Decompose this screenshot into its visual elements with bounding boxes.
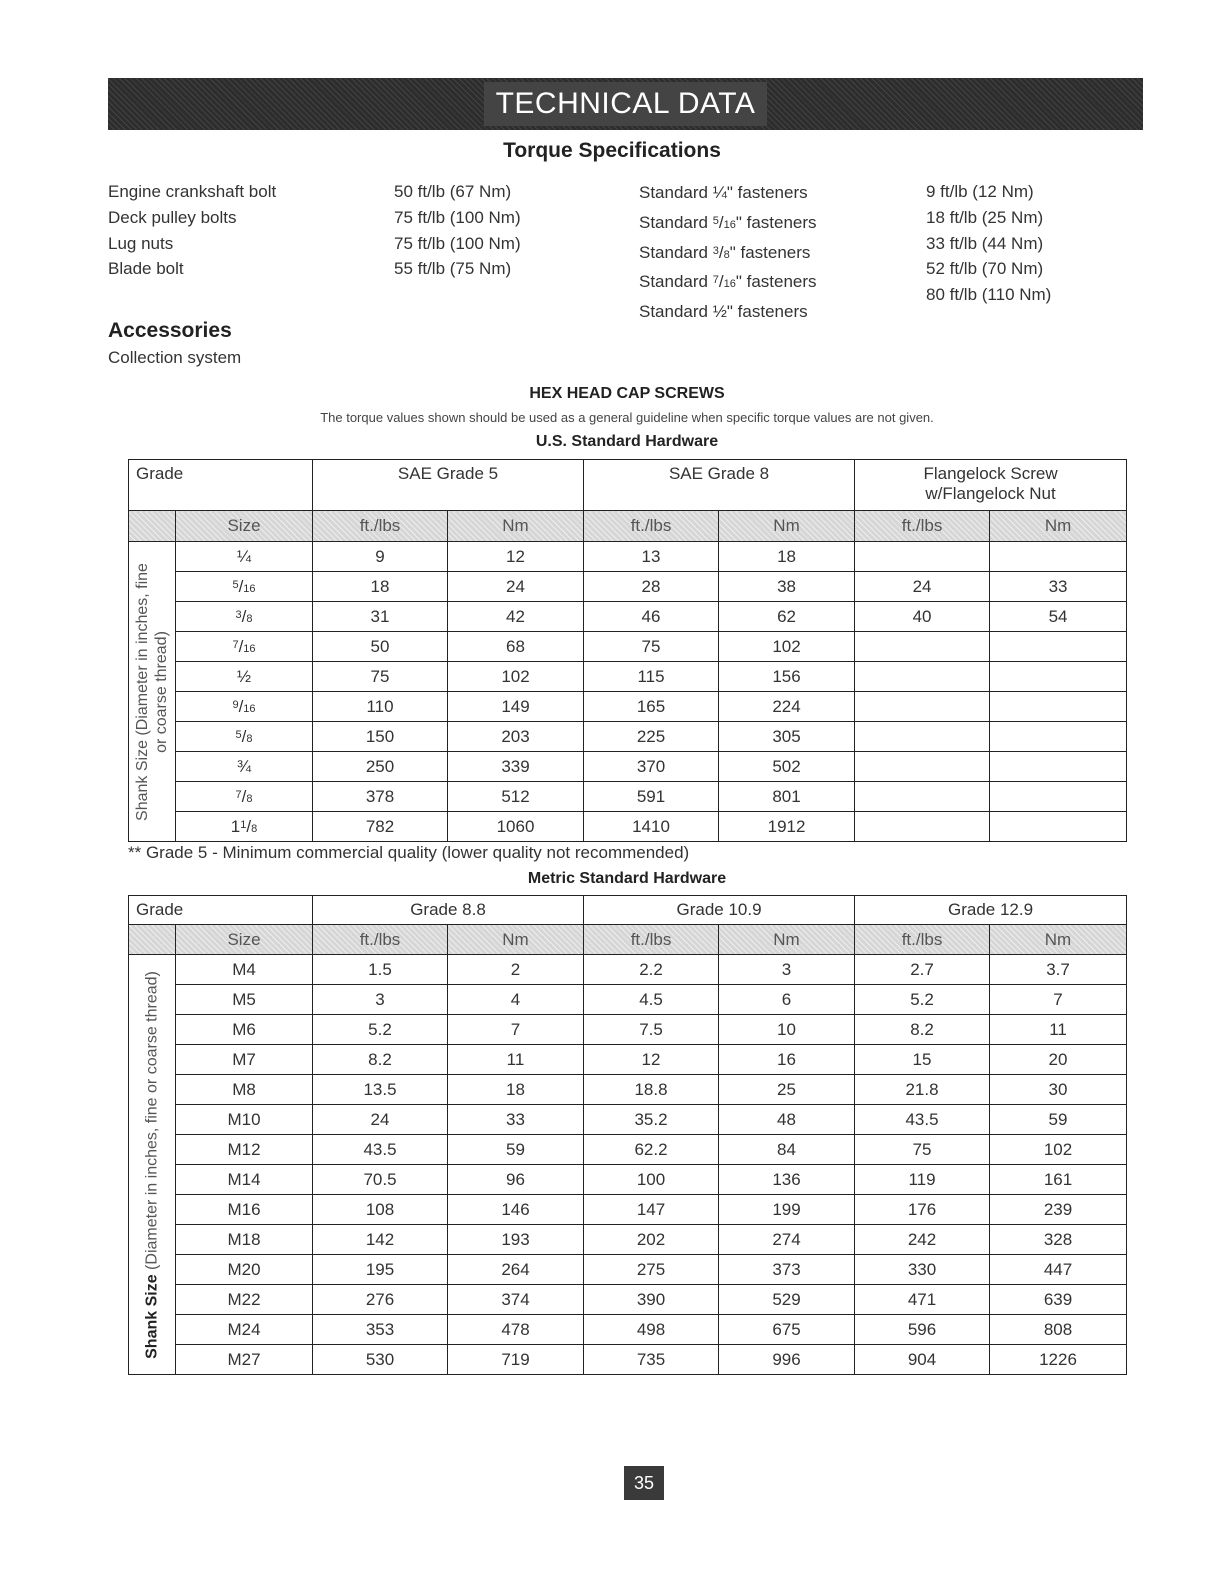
- value-cell: 9: [313, 542, 448, 572]
- size-cell: M22: [176, 1285, 313, 1315]
- value-cell: 149: [448, 692, 584, 722]
- value-cell: 529: [719, 1285, 855, 1315]
- value-cell: 21.8: [855, 1075, 990, 1105]
- value-cell: 161: [990, 1165, 1127, 1195]
- torque-value: 75 ft/lb (100 Nm): [394, 233, 521, 253]
- value-cell: 24: [855, 572, 990, 602]
- value-cell: [855, 632, 990, 662]
- ftlbs-header: ft./lbs: [584, 925, 719, 955]
- value-cell: 390: [584, 1285, 719, 1315]
- value-cell: 782: [313, 812, 448, 842]
- torque-left-values: [394, 179, 521, 282]
- value-cell: 18: [719, 542, 855, 572]
- value-cell: 330: [855, 1255, 990, 1285]
- grade-label: Grade: [129, 896, 313, 925]
- torque-left-items: [108, 179, 276, 282]
- value-cell: 801: [719, 782, 855, 812]
- metric-standard-table: [128, 895, 1127, 1375]
- value-cell: [990, 692, 1127, 722]
- value-cell: 15: [855, 1045, 990, 1075]
- table-row: [129, 1135, 1127, 1165]
- value-cell: 276: [313, 1285, 448, 1315]
- value-cell: 904: [855, 1345, 990, 1375]
- size-cell: M24: [176, 1315, 313, 1345]
- value-cell: 1060: [448, 812, 584, 842]
- subhead-blank: [129, 511, 176, 542]
- value-cell: 530: [313, 1345, 448, 1375]
- value-cell: 110: [313, 692, 448, 722]
- value-cell: 75: [313, 662, 448, 692]
- table-row: [129, 752, 1127, 782]
- size-cell: $^9$/16: [176, 692, 313, 722]
- value-cell: 24: [448, 572, 584, 602]
- grade-header: Flangelock Screw w/Flangelock Nut: [855, 460, 1127, 511]
- value-cell: 30: [990, 1075, 1127, 1105]
- value-cell: 512: [448, 782, 584, 812]
- value-cell: [990, 542, 1127, 572]
- value-cell: 471: [855, 1285, 990, 1315]
- value-cell: 146: [448, 1195, 584, 1225]
- value-cell: 591: [584, 782, 719, 812]
- nm-header: Nm: [990, 925, 1127, 955]
- size-cell: $^3$/8: [176, 602, 313, 632]
- us-subheader-row: [129, 511, 1127, 542]
- value-cell: [855, 722, 990, 752]
- value-cell: 75: [584, 632, 719, 662]
- value-cell: 100: [584, 1165, 719, 1195]
- size-cell: M10: [176, 1105, 313, 1135]
- size-cell: $^5$/16: [176, 572, 313, 602]
- size-header: Size: [176, 925, 313, 955]
- table-row: [129, 1285, 1127, 1315]
- table-row: [129, 955, 1127, 985]
- size-cell: ¾: [176, 752, 313, 782]
- value-cell: 1410: [584, 812, 719, 842]
- value-cell: 12: [584, 1045, 719, 1075]
- torque-value: 55 ft/lb (75 Nm): [394, 259, 512, 279]
- value-cell: 5.2: [855, 985, 990, 1015]
- value-cell: 675: [719, 1315, 855, 1345]
- value-cell: 59: [448, 1135, 584, 1165]
- table-row: [129, 1015, 1127, 1045]
- value-cell: 147: [584, 1195, 719, 1225]
- value-cell: 48: [719, 1105, 855, 1135]
- value-cell: 639: [990, 1285, 1127, 1315]
- metric-table-title: Metric Standard Hardware: [527, 870, 727, 887]
- value-cell: 18: [313, 572, 448, 602]
- value-cell: [990, 632, 1127, 662]
- value-cell: 8.2: [855, 1015, 990, 1045]
- size-cell: M12: [176, 1135, 313, 1165]
- value-cell: 33: [448, 1105, 584, 1135]
- value-cell: 46: [584, 602, 719, 632]
- table-row: [129, 1075, 1127, 1105]
- page-title: TECHNICAL DATA: [484, 82, 768, 126]
- table-row: [129, 632, 1127, 662]
- value-cell: 7: [448, 1015, 584, 1045]
- torque-value: 50 ft/lb (67 Nm): [394, 182, 512, 201]
- table-row: [129, 602, 1127, 632]
- size-cell: $1^1/8$: [176, 812, 313, 842]
- table-row: [129, 662, 1127, 692]
- nm-header: Nm: [448, 925, 584, 955]
- value-cell: 478: [448, 1315, 584, 1345]
- ftlbs-header: ft./lbs: [855, 925, 990, 955]
- size-cell: M5: [176, 985, 313, 1015]
- value-cell: 447: [990, 1255, 1127, 1285]
- value-cell: 4: [448, 985, 584, 1015]
- value-cell: 13: [584, 542, 719, 572]
- table-row: [129, 782, 1127, 812]
- value-cell: 50: [313, 632, 448, 662]
- grade-header: Grade 10.9: [584, 896, 855, 925]
- value-cell: 195: [313, 1255, 448, 1285]
- torque-value: 75 ft/lb (100 Nm): [394, 207, 521, 227]
- value-cell: 28: [584, 572, 719, 602]
- value-cell: 378: [313, 782, 448, 812]
- size-cell: $^7$/16: [176, 632, 313, 662]
- shank-size-side-label: Shank Size (Diameter in inches, fine or coarse thread): [129, 542, 176, 842]
- nm-header: Nm: [990, 511, 1127, 542]
- value-cell: 373: [719, 1255, 855, 1285]
- value-cell: 274: [719, 1225, 855, 1255]
- fastener-item: Standard ¼" fasteners: [639, 183, 808, 202]
- value-cell: 40: [855, 602, 990, 632]
- value-cell: 202: [584, 1225, 719, 1255]
- value-cell: 225: [584, 722, 719, 752]
- fastener-value: 80 ft/lb (110 Nm): [926, 285, 1052, 305]
- size-cell: M14: [176, 1165, 313, 1195]
- value-cell: 96: [448, 1165, 584, 1195]
- size-cell: M20: [176, 1255, 313, 1285]
- value-cell: 62: [719, 602, 855, 632]
- table-row: [129, 1225, 1127, 1255]
- value-cell: 596: [855, 1315, 990, 1345]
- value-cell: 165: [584, 692, 719, 722]
- value-cell: 7: [990, 985, 1127, 1015]
- value-cell: 38: [719, 572, 855, 602]
- value-cell: 11: [448, 1045, 584, 1075]
- table-row: [129, 1045, 1127, 1075]
- torque-specifications-heading: Torque Specifications: [503, 139, 721, 162]
- value-cell: 199: [719, 1195, 855, 1225]
- nm-header: Nm: [719, 511, 855, 542]
- value-cell: 7.5: [584, 1015, 719, 1045]
- value-cell: [855, 542, 990, 572]
- value-cell: 498: [584, 1315, 719, 1345]
- value-cell: 54: [990, 602, 1127, 632]
- value-cell: 353: [313, 1315, 448, 1345]
- nm-header: Nm: [448, 511, 584, 542]
- fastener-item: Standard $^5$/16" fasteners: [639, 212, 817, 232]
- value-cell: 11: [990, 1015, 1127, 1045]
- fastener-value: 18 ft/lb (25 Nm): [926, 207, 1044, 227]
- value-cell: 115: [584, 662, 719, 692]
- size-header: Size: [176, 511, 313, 542]
- fastener-item: Standard $^3$/8" fasteners: [639, 242, 811, 262]
- value-cell: 328: [990, 1225, 1127, 1255]
- torque-item: Deck pulley bolts: [108, 207, 237, 227]
- value-cell: 102: [719, 632, 855, 662]
- shank-size-side-label: Shank Size (Diameter in inches, fine or coarse thread): [129, 955, 176, 1375]
- value-cell: [990, 722, 1127, 752]
- value-cell: [990, 752, 1127, 782]
- grade-header: Grade 8.8: [313, 896, 584, 925]
- size-cell: M18: [176, 1225, 313, 1255]
- table-row: [129, 1165, 1127, 1195]
- table-row: [129, 1345, 1127, 1375]
- value-cell: 2.7: [855, 955, 990, 985]
- size-cell: ¼: [176, 542, 313, 572]
- us-standard-table: [128, 459, 1127, 842]
- fastener-item: Standard ½" fasteners: [639, 302, 808, 322]
- value-cell: 10: [719, 1015, 855, 1045]
- value-cell: [990, 782, 1127, 812]
- value-cell: 242: [855, 1225, 990, 1255]
- table-row: [129, 542, 1127, 572]
- table-row: [129, 812, 1127, 842]
- value-cell: 136: [719, 1165, 855, 1195]
- value-cell: 43.5: [313, 1135, 448, 1165]
- torque-right-values: [926, 179, 1051, 308]
- value-cell: 176: [855, 1195, 990, 1225]
- value-cell: 156: [719, 662, 855, 692]
- value-cell: [855, 662, 990, 692]
- value-cell: 75: [855, 1135, 990, 1165]
- value-cell: 719: [448, 1345, 584, 1375]
- value-cell: 1226: [990, 1345, 1127, 1375]
- value-cell: [855, 752, 990, 782]
- value-cell: 193: [448, 1225, 584, 1255]
- fastener-item: Standard $^7$/16" fasteners: [639, 272, 817, 292]
- value-cell: 3: [313, 985, 448, 1015]
- nm-header: Nm: [719, 925, 855, 955]
- value-cell: 119: [855, 1165, 990, 1195]
- value-cell: 1912: [719, 812, 855, 842]
- value-cell: 3: [719, 955, 855, 985]
- table-row: [129, 985, 1127, 1015]
- value-cell: 16: [719, 1045, 855, 1075]
- value-cell: 1.5: [313, 955, 448, 985]
- table-row: [129, 1315, 1127, 1345]
- value-cell: 70.5: [313, 1165, 448, 1195]
- size-cell: $^7$/8: [176, 782, 313, 812]
- subhead-blank: [129, 925, 176, 955]
- value-cell: [855, 782, 990, 812]
- accessories-heading: Accessories: [108, 319, 232, 342]
- value-cell: 5.2: [313, 1015, 448, 1045]
- value-cell: 250: [313, 752, 448, 782]
- grade-header: Grade 12.9: [855, 896, 1127, 925]
- value-cell: 6: [719, 985, 855, 1015]
- size-cell: ½: [176, 662, 313, 692]
- value-cell: 102: [448, 662, 584, 692]
- value-cell: 31: [313, 602, 448, 632]
- value-cell: 33: [990, 572, 1127, 602]
- value-cell: 150: [313, 722, 448, 752]
- value-cell: [990, 662, 1127, 692]
- ftlbs-header: ft./lbs: [584, 511, 719, 542]
- value-cell: 339: [448, 752, 584, 782]
- value-cell: 305: [719, 722, 855, 752]
- value-cell: 2.2: [584, 955, 719, 985]
- value-cell: 808: [990, 1315, 1127, 1345]
- table-row: [129, 1195, 1127, 1225]
- grade-footnote: ** Grade 5 - Minimum commercial quality (lower quality not recommended): [128, 843, 690, 862]
- table-row: [129, 692, 1127, 722]
- torque-item: Lug nuts: [108, 233, 174, 253]
- table-row: [129, 1105, 1127, 1135]
- value-cell: 13.5: [313, 1075, 448, 1105]
- value-cell: 203: [448, 722, 584, 752]
- value-cell: 239: [990, 1195, 1127, 1225]
- value-cell: 996: [719, 1345, 855, 1375]
- value-cell: 8.2: [313, 1045, 448, 1075]
- value-cell: 84: [719, 1135, 855, 1165]
- value-cell: 2: [448, 955, 584, 985]
- value-cell: 102: [990, 1135, 1127, 1165]
- value-cell: 20: [990, 1045, 1127, 1075]
- value-cell: 18: [448, 1075, 584, 1105]
- value-cell: 68: [448, 632, 584, 662]
- torque-item: Engine crankshaft bolt: [108, 182, 277, 201]
- size-cell: M8: [176, 1075, 313, 1105]
- table-row: [129, 722, 1127, 752]
- ftlbs-header: ft./lbs: [855, 511, 990, 542]
- fastener-value: 52 ft/lb (70 Nm): [926, 259, 1044, 279]
- value-cell: [990, 812, 1127, 842]
- table-row: [129, 1255, 1127, 1285]
- torque-item: Blade bolt: [108, 259, 184, 279]
- value-cell: 43.5: [855, 1105, 990, 1135]
- hex-head-heading: HEX HEAD CAP SCREWS: [529, 385, 725, 402]
- value-cell: 25: [719, 1075, 855, 1105]
- value-cell: 3.7: [990, 955, 1127, 985]
- value-cell: 275: [584, 1255, 719, 1285]
- fastener-value: 33 ft/lb (44 Nm): [926, 233, 1044, 253]
- value-cell: 374: [448, 1285, 584, 1315]
- title-banner: [108, 78, 1143, 130]
- value-cell: 62.2: [584, 1135, 719, 1165]
- ftlbs-header: ft./lbs: [313, 925, 448, 955]
- size-cell: M7: [176, 1045, 313, 1075]
- table-row: [129, 572, 1127, 602]
- grade-header: SAE Grade 5: [313, 460, 584, 511]
- ftlbs-header: ft./lbs: [313, 511, 448, 542]
- value-cell: 735: [584, 1345, 719, 1375]
- accessories-item: Collection system: [108, 348, 242, 367]
- value-cell: [855, 812, 990, 842]
- fastener-value: 9 ft/lb (12 Nm): [926, 182, 1034, 201]
- size-cell: M6: [176, 1015, 313, 1045]
- grade-label: Grade: [129, 460, 313, 511]
- value-cell: 142: [313, 1225, 448, 1255]
- value-cell: 24: [313, 1105, 448, 1135]
- value-cell: 264: [448, 1255, 584, 1285]
- metric-subheader-row: [129, 925, 1127, 955]
- size-cell: M4: [176, 955, 313, 985]
- value-cell: 35.2: [584, 1105, 719, 1135]
- size-cell: $^5$/8: [176, 722, 313, 752]
- torque-right-items: [639, 179, 817, 328]
- value-cell: 59: [990, 1105, 1127, 1135]
- value-cell: 42: [448, 602, 584, 632]
- grade-header: SAE Grade 8: [584, 460, 855, 511]
- value-cell: 370: [584, 752, 719, 782]
- us-table-title: U.S. Standard Hardware: [535, 433, 719, 450]
- value-cell: 108: [313, 1195, 448, 1225]
- value-cell: 12: [448, 542, 584, 572]
- value-cell: [855, 692, 990, 722]
- value-cell: 4.5: [584, 985, 719, 1015]
- size-cell: M27: [176, 1345, 313, 1375]
- hex-head-note: The torque values shown should be used as a general guideline when specific torque values are not given.: [320, 410, 934, 425]
- size-cell: M16: [176, 1195, 313, 1225]
- page-number: 35: [624, 1466, 664, 1500]
- value-cell: 502: [719, 752, 855, 782]
- value-cell: 224: [719, 692, 855, 722]
- value-cell: 18.8: [584, 1075, 719, 1105]
